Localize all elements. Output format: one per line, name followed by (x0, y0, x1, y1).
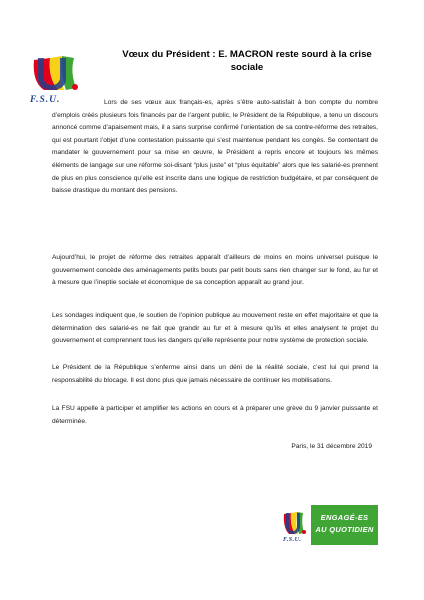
paragraph-2: Aujourd’hui, le projet de réforme des retraites apparaît d’ailleurs de moins en moins universel puisque le gouvernement concède des aménagements petits bouts par petit bouts sans rien changer sur le fond, au fur et à mesure que l’ineptie sociale et économique de sa conception apparaît au grand jour. (52, 254, 378, 287)
logo-text: F.S.U. (30, 95, 61, 105)
paragraph-4: Le Président de la République s’enferme ainsi dans un déni de la réalité sociale, c’est lui qui prend la responsabilité du blocage. Il est donc plus que jamais nécessaire de continuer les mobilisations. (52, 364, 378, 384)
paragraph-3: Les sondages indiquent que, le soutien de l’opinion publique au mouvement reste en effet majoritaire et que la détermination des salarié-es ne fait que grandir au fur et à mesure qu’ils et elles analysent le projet du gouvernement et comprennent tous les dangers qu’elle représente pour notre système de protection sociale. (52, 312, 378, 345)
signature-date: Paris, le 31 décembre 2019 (291, 443, 372, 450)
banner-line-1: ENGAGÉ-ES (320, 513, 369, 522)
footer-fsu-logo (281, 510, 311, 546)
paragraph-1: Lors de ses vœux aux français-es, après s’être auto-satisfait à bon compte du nombre d’emplois créés plusieurs fois financés par de l’argent public, le Président de la République, a tenu un discours annoncé comme d’apaisement mais, il a sans surprise confirmé l’orientation de sa contre-réforme des retraites, qui est pourtant l’objet d’une contestation puissante qui s’est maintenue pendant les congés. Se contentant de mandater le gouvernement pour sa mise en œuvre, le Président a repris encore et toujours les mêmes éléments de langage sur une réforme soi-disant “plus juste” et “plus équitable” alors que les salarié-es prennent de plus en plus conscience qu’elle est inscrite dans une logique de restriction budgétaire, et par conséquent de baisse drastique du montant des pensions. (52, 99, 378, 195)
fsu-logo-mark-icon (28, 52, 100, 96)
footer-logo-mark-icon (281, 510, 311, 538)
title-line-2: sociale (230, 62, 264, 73)
banner-line-2: AU QUOTIDIEN (315, 525, 374, 534)
paragraph-5: La FSU appelle à participer et amplifier les actions en cours et à préparer une grève du 9 janvier puissante et déterminée. (52, 405, 378, 425)
title-line-1: Vœux du Président : E. MACRON reste sourd à la crise (122, 49, 372, 60)
page-title (102, 48, 392, 74)
engagees-banner (311, 505, 378, 545)
footer-logo-text: F.S.U. (283, 537, 302, 543)
